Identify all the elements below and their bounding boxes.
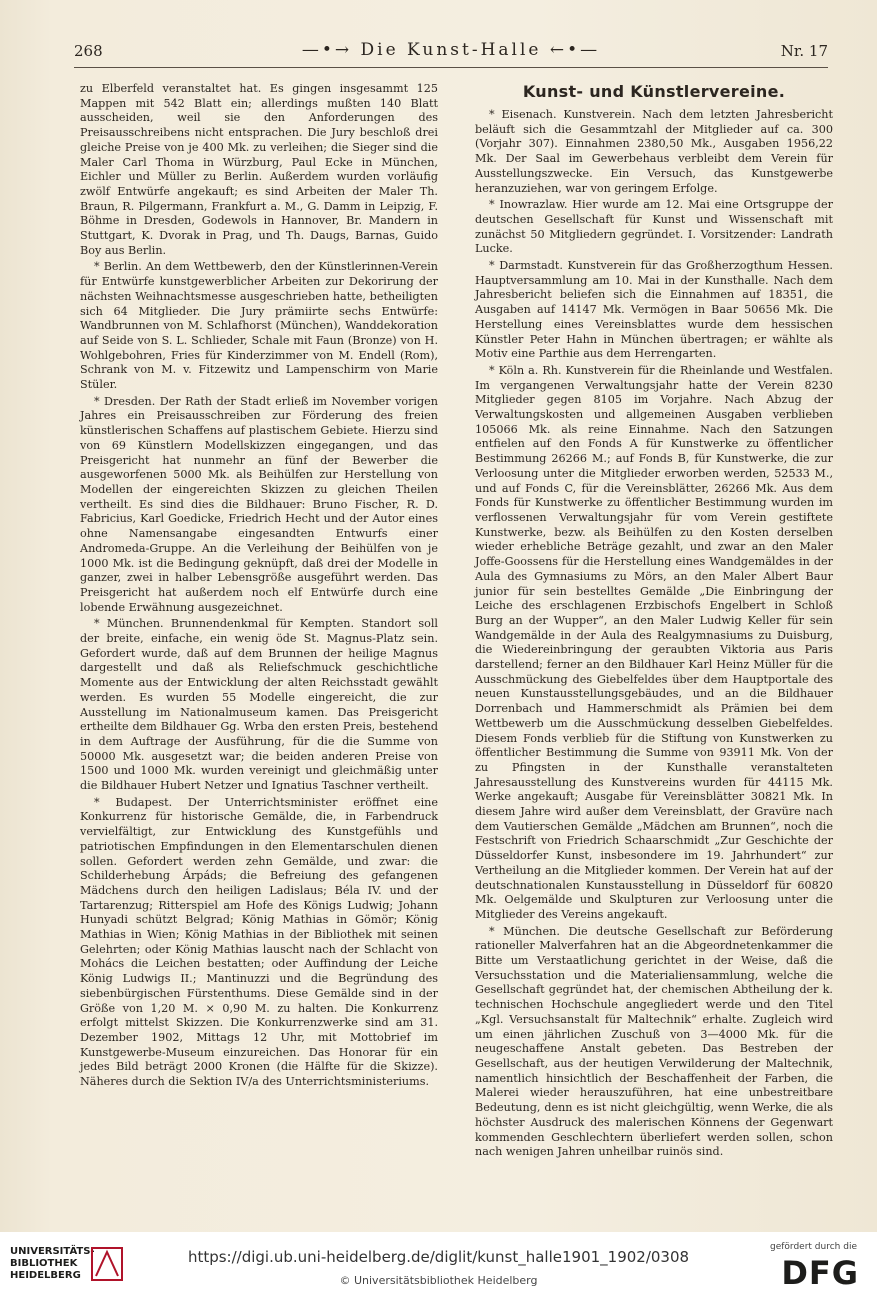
library-logo-text: UNIVERSITÄTS- BIBLIOTHEK HEIDELBERG	[10, 1246, 95, 1281]
article-paragraph: * Budapest. Der Unterrichtsminister eröffnet eine Konkurrenz für historische Gemälde, die, in Farbendruck vervielfältigt, zur Entwicklung des Kunstgefühls und patriotischen Empfindungen in den Elementarschulen dienen sollen. Gefordert werden zehn Gemälde, und zwar: die Schilderhebung Árpáds; die Befreiung des gefangenen Mädchens durch den heiligen Ladislaus; Béla IV. und der Tartarenzug; Ritterspiel am Hofe des Königs Ludwig; Johann Hunyadi schützt Belgrad; König Mathias in Gömör; König Mathias in Wien; König Mathias in der Bibliothek mit seinen Gelehrten; oder König Mathias lauscht nach der Schlacht von Mohács die Leichen bestatten; oder Auffindung der Leiche König Ludwigs II.; Mantinuzzi und die Begründung des siebenbürgischen Fürstenthums. Diese Gemälde sind in der Größe von 1,20 M. × 0,90 M. zu halten. Die Konkurrenz erfolgt mittelst Skizzen. Die Konkurrenzwerke sind am 31. Dezember 1902, Mittags 12 Uhr, mit Mottobrief im Kunstgewerbe-Museum einzureichen. Das Honorar für ein jedes Bild beträgt 2000 Kronen (die Hälfte für die Skizze). Näheres durch die Sektion IV/a des Unterrichtsministeriums.	[80, 795, 438, 1089]
article-paragraph: * München. Brunnendenkmal für Kempten. Standort soll der breite, einfache, ein wenig öde St. Magnus-Platz sein. Gefordert wurde, daß auf dem Brunnen der heilige Magnus dargestellt und daß als Reliefschmuck geschichtliche Momente aus der Entwicklung der alten Reichsstadt gewählt werden. Es wurden 55 Modelle eingereicht, die zur Ausstellung im Nationalmuseum kamen. Das Preisgericht ertheilte dem Bildhauer Gg. Wrba den ersten Preis, bestehend in dem Auftrage der Ausführung, für die die Summe von 50000 Mk. ausgesetzt war; die beiden anderen Preise von 1500 und 1000 Mk. wurden vereinigt und gleichmäßig unter die Bildhauer Hubert Netzer und Ignatius Taschner vertheilt.	[80, 617, 438, 793]
article-paragraph: * Dresden. Der Rath der Stadt erließ im November vorigen Jahres ein Preisausschreiben zur Förderung des freien künstlerischen Schaffens auf plastischem Gebiete. Hierzu sind von 69 Künstlern Modellskizzen eingegangen, und das Preisgericht hat nunmehr an fünf der Bewerber die ausgeworfenen 5000 Mk. als Beihülfen zur Herstellung von Modellen der eingereichten Skizzen zu gleichen Theilen vertheilt. Es sind dies die Bildhauer: Bruno Fischer, R. D. Fabricius, Karl Goedicke, Friedrich Hecht und der Autor eines ohne Namensangabe eingesandten Entwurfs einer Andromeda-Gruppe. An die Verleihung der Beihülfen von je 1000 Mk. ist die Bedingung geknüpft, daß drei der Modelle in ganzer, zwei in halber Lebensgröße ausgeführt werden. Das Preisgericht hat außerdem noch elf Entwürfe durch eine lobende Erwähnung ausgezeichnet.	[80, 394, 438, 614]
article-paragraph: * Eisenach. Kunstverein. Nach dem letzten Jahresbericht beläuft sich die Gesammtzahl der Mitglieder auf ca. 300 (Vorjahr 307). Einnahmen 2380,50 Mk., Ausgaben 1956,22 Mk. Der Saal im Gewerbehaus verbleibt dem Verein für Ausstellungszwecke. Ein Versuch, das Kunstgewerbe heranzuziehen, war von geringem Erfolge.	[475, 108, 833, 195]
right-column-body	[475, 108, 833, 1160]
issue-number: Nr. 17	[780, 42, 828, 60]
page-header	[74, 40, 828, 64]
permalink-url[interactable]: https://digi.ub.uni-heidelberg.de/diglit/kunst_halle1901_1902/0308	[187, 1248, 690, 1266]
copyright-notice: © Universitätsbibliothek Heidelberg	[339, 1274, 538, 1287]
section-title: Kunst- und Künstlervereine.	[522, 82, 786, 101]
article-paragraph: * Inowrazlaw. Hier wurde am 12. Mai eine Ortsgruppe der deutschen Gesellschaft für Kunst und Wissenschaft mit zunächst 50 Mitgliedern gegründet. I. Vorsitzender: Landrath Lucke.	[475, 198, 833, 256]
article-paragraph: * München. Die deutsche Gesellschaft zur Beförderung rationeller Malverfahren hat an die Abgeordnetenkammer die Bitte um Verstaatlichung gerichtet in der Weise, daß die Versuchsstation und die Materialiensammlung, welche die Gesellschaft gegründet hat, der chemischen Abtheilung der k. technischen Hochschule angegliedert werde und den Titel „Kgl. Versuchsanstalt für Maltechnik“ erhalte. Zugleich wird um einen jährlichen Zuschuß von 3—4000 Mk. für die neugeschaffene Anstalt gebeten. Das Bestreben der Gesellschaft, aus der heutigen Verwilderung der Maltechnik, namentlich hinsichtlich der Beschaffenheit der Farben, die Malerei wieder herauszuführen, hat eine unbestreitbare Bedeutung, denn es ist nicht gleichgültig, wenn Werke, die als höchster Ausdruck des malerischen Könnens der Gegenwart kommenden Geschlechtern überliefert werden sollen, schon nach wenigen Jahren unheilbar ruinös sind.	[475, 924, 833, 1159]
page-number: 268	[74, 42, 103, 60]
dfg-logo-icon: DFG	[781, 1254, 859, 1292]
header-rule	[74, 67, 828, 68]
article-paragraph: zu Elberfeld veranstaltet hat. Es gingen insgesammt 125 Mappen mit 542 Blatt ein; allerdings mußten 140 Blatt ausscheiden, weil sie den Anforderungen des Preisausschreibens nicht entsprachen. Die Jury beschloß drei gleiche Preise von je 400 Mk. zu verleihen; die Sieger sind die Maler Carl Thoma in Würzburg, Paul Ecke in München, Eichler und Müller zu Berlin. Außerdem wurden vorläufig zwölf Entwürfe angekauft; es sind Arbeiten der Maler Th. Braun, R. Pilgermann, Frankfurt a. M., G. Damm in Leipzig, F. Böhme in Dresden, Godewols in Hannover, Br. Mandern in Stuttgart, K. Dvorak in Prag, und Th. Daugs, Barnas, Guido Boy aus Berlin.	[80, 82, 438, 257]
journal-title: —•→ Die Kunst-Halle ←•—	[301, 40, 601, 60]
right-column	[475, 82, 833, 1162]
article-paragraph: * Berlin. An dem Wettbewerb, den der Künstlerinnen-Verein für Entwürfe kunstgewerblicher Arbeiten zur Dekorirung der nächsten Weihnachtsmesse ausgeschrieben hatte, betheiligten sich 64 Mitglieder. Die Jury prämiirte sechs Entwürfe: Wandbrunnen von M. Schlafhorst (München), Wanddekoration auf Seide von S. L. Schlieder, Schale mit Faun (Bronze) von H. Wohlgebohren, Fries für Kinderzimmer von M. Endell (Rom), Schrank von M. v. Fitzewitz und Lampenschirm von Marie Stüler.	[80, 260, 438, 392]
article-paragraph: * Darmstadt. Kunstverein für das Großherzogthum Hessen. Hauptversammlung am 10. Mai in der Kunsthalle. Nach dem Jahresbericht beliefen sich die Einnahmen auf 18351, die Ausgaben auf 14147 Mk. Vermögen in Baar 50656 Mk. Die Herstellung eines Vereinsblattes wurde dem hessischen Künstler Peter Hahn in München übertragen; er wählte als Motiv eine Parthie aus dem Herrengarten.	[475, 259, 833, 361]
funding-note: gefördert durch die	[770, 1242, 857, 1252]
article-paragraph: * Köln a. Rh. Kunstverein für die Rheinlande und Westfalen. Im vergangenen Verwaltungsjahr hatte der Verein 8230 Mitglieder gegen 8105 im Vorjahre. Nach Abzug der Verwaltungskosten und allgemeinen Ausgaben verblieben 105066 Mk. als reine Einnahme. Nach den Satzungen entfielen auf den Fonds A für Kunstwerke zu öffentlicher Bestimmung 26266 M.; auf Fonds B, für Kunstwerke, die zur Verloosung unter die Mitglieder erworben werden, 52533 M., und auf Fonds C, für die Vereinsblätter, 26266 Mk. Aus dem Fonds für Kunstwerke zu öffentlicher Bestimmung wurden im verflossenen Verwaltungsjahr für vom Verein gestiftete Kunstwerke, bezw. als Beihülfen zu den Kosten derselben wieder erhebliche Beträge gezahlt, und zwar an den Maler Joffe-Goossens für die Herstellung eines Wandgemäldes in der Aula des Gymnasiums zu Mörs, an den Maler Albert Baur junior für sein bestelltes Gemälde „Die Einbringung der Leiche des erschlagenen Erzbischofs Engelbert in Schloß Burg an der Wupper“, an den Maler Ludwig Keller für sein Wandgemälde in der Aula des Realgymnasiums zu Duisburg, die Wiedereinbringung der geraubten Viktoria aus Paris darstellend; ferner an den Bildhauer Karl Heinz Müller für die Ausschmückung des Giebelfeldes über dem Hauptportale des neuen Kunstausstellungsgebäudes, und an die Bildhauer Dorrenbach und Hammerschmidt als Prämien bei dem Wettbewerb um die Ausschmückung desselben Giebelfeldes. Diesem Fonds verblieb für die Stiftung von Kunstwerken zu öffentlicher Bestimmung die Summe von 93911 Mk. Von der zu Pfingsten in der Kunsthalle veranstalteten Jahresausstellung des Kunstvereins wurden für 44115 Mk. Werke angekauft; Ausgabe für Vereinsblätter 30821 Mk. In diesem Jahre wird außer dem Vereinsblatt, der Gravüre nach dem Vautierschen Gemälde „Mädchen am Brunnen“, noch die Festschrift von Friedrich Schaarschmidt „Zur Geschichte der Düsseldorfer Kunst, insbesondere im 19. Jahrhundert“ zur Vertheilung an die Mitglieder kommen. Der Verein hat auf der deutschnationalen Kunstausstellung in Düsseldorf für 60820 Mk. Oelgemälde und Skulpturen zur Verloosung unter die Mitglieder des Vereins angekauft.	[475, 363, 833, 921]
left-column	[80, 82, 438, 1092]
viewer-footer	[0, 1232, 877, 1300]
